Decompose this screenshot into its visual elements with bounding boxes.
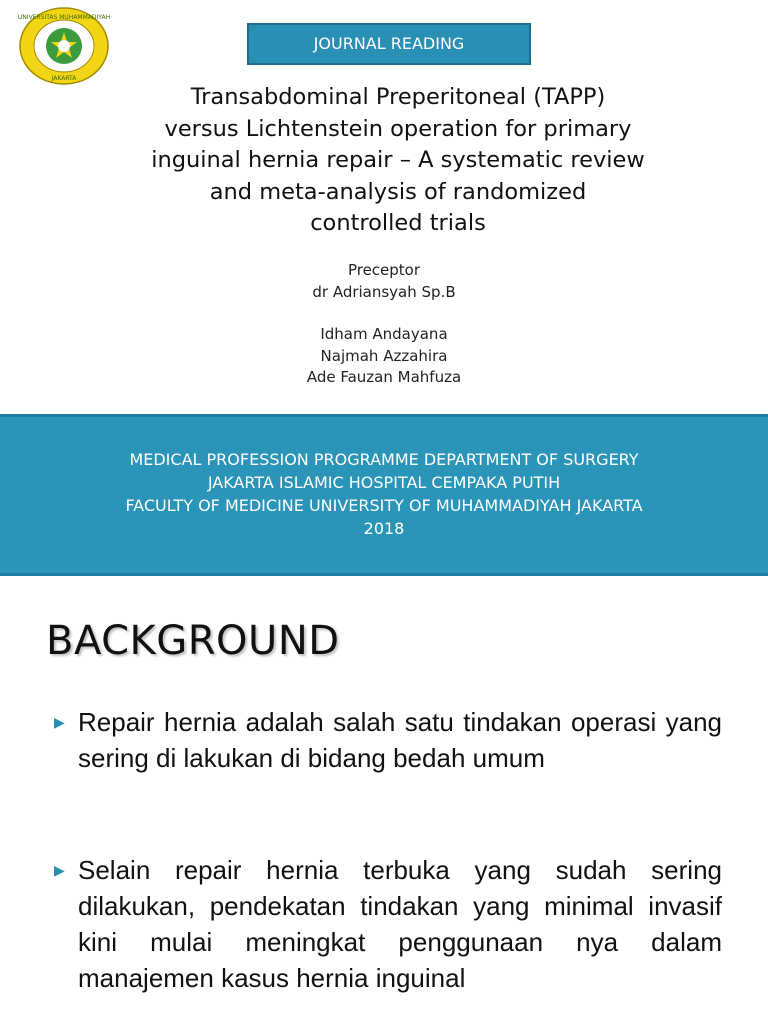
year: 2018 [363,519,405,538]
paper-title [110,82,686,240]
preceptor-name: dr Adriansyah Sp.B [312,282,456,301]
institution-line: MEDICAL PROFESSION PROGRAMME DEPARTMENT OF SURGERY [129,450,639,469]
triangle-right-icon: ▶ [54,714,65,730]
bullet-item [54,852,722,996]
svg-text:UNIVERSITAS MUHAMMADIYAH: UNIVERSITAS MUHAMMADIYAH [18,14,110,21]
title-line: versus Lichtenstein operation for primary [164,115,632,142]
bullet-item [54,704,722,776]
background-slide [0,580,768,1024]
triangle-right-icon: ▶ [54,862,65,878]
institution-line: JAKARTA ISLAMIC HOSPITAL CEMPAKA PUTIH [207,473,561,492]
bullet-text: Selain repair hernia terbuka yang sudah sering dilakukan, pendekatan tindakan yang minimal invasif kini mulai meningkat penggunaan nya dalam manajemen kasus hernia inguinal [78,855,722,993]
svg-text:JAKARTA: JAKARTA [51,75,77,82]
institution-line: FACULTY OF MEDICINE UNIVERSITY OF MUHAMMADIYAH JAKARTA [125,496,643,515]
university-logo [18,6,110,86]
title-line: inguinal hernia repair – A systematic review [151,147,645,173]
author-name: Idham Andayana [320,325,448,343]
title-line: Transabdominal Preperitoneal (TAPP) [190,84,606,110]
title-line: and meta-analysis of randomized [209,178,587,205]
preceptor-label: Preceptor [347,261,421,279]
slide-heading: BACKGROUND [46,618,340,664]
journal-reading-badge: JOURNAL READING [247,23,531,65]
title-line: controlled trials [310,210,486,236]
author-name: Najmah Azzahira [320,346,448,365]
contributors [234,260,534,389]
author-name: Ade Fauzan Mahfuza [306,368,462,386]
institution-text [0,448,768,540]
bullet-text: Repair hernia adalah salah satu tindakan operasi yang sering di lakukan di bidang bedah umum [78,707,722,773]
